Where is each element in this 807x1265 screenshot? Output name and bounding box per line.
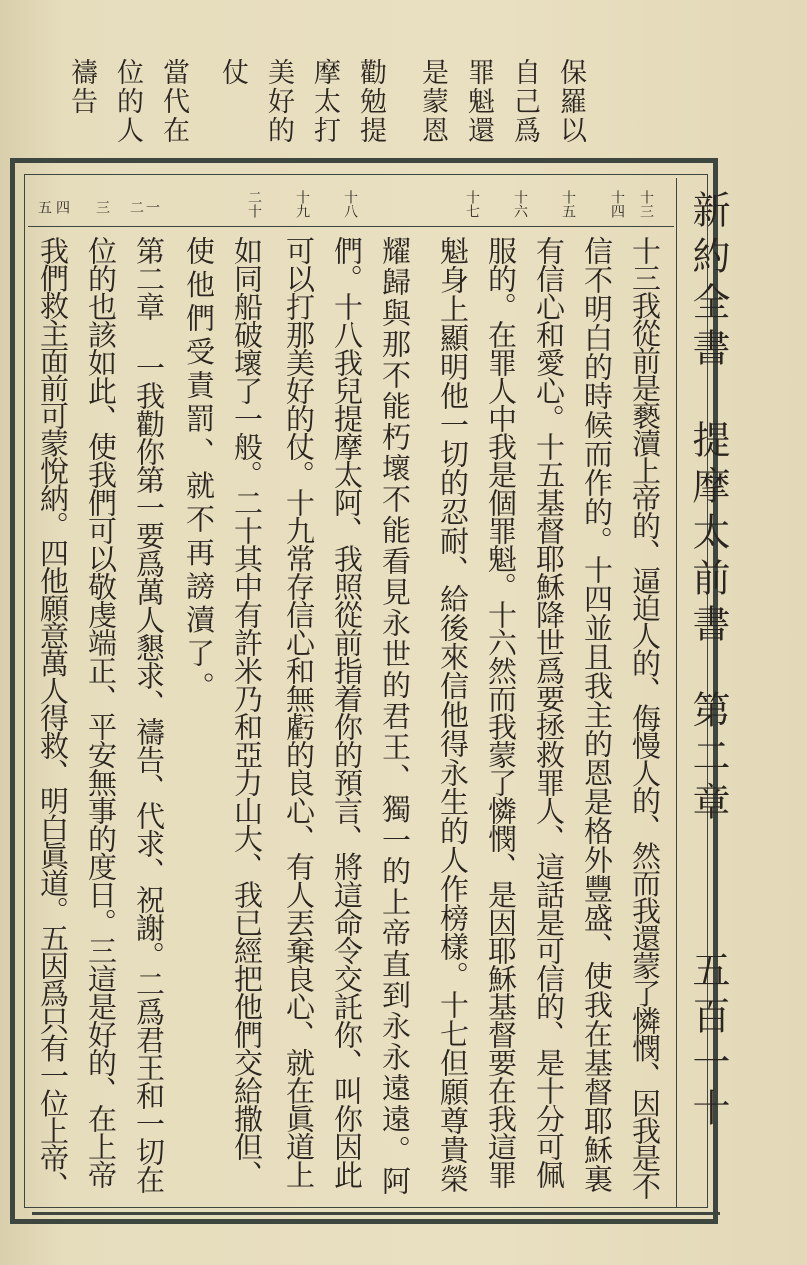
epistle-title: 提摩太前書 [686,420,730,650]
text-column: 第二章 一我勸你第一要爲萬人懇求、禱告、代求、祝謝。二爲君王和一切在 [132,236,166,1193]
page-number: 五百一十 [686,950,730,1134]
book-title: 新約全書 [686,190,730,374]
header-note-col: 罪魁還 [463,58,494,145]
line-number: 十六 [512,190,528,218]
line-number: 四 [54,200,70,214]
line-number: 五 [36,200,52,214]
text-column: 們。十八我兒提摩太阿、我照從前指着你的預言、將這命令交託你、叫你因此 [330,236,364,1188]
header-note-col: 勸勉提 [355,58,386,145]
text-column: 如同船破壞了一般。二十其中有許米乃和亞力山大、我已經把他們交給撒但、 [230,236,264,1188]
line-number: 三 [94,200,110,214]
title-divider [676,178,677,1208]
header-note-col: 是蒙恩 [417,58,448,145]
line-number: 十九 [294,190,310,218]
text-column: 魁身上顯明他一切的忍耐、給後來信他得永生的人作榜樣。十七但願尊貴榮 [436,236,470,1193]
line-number: 一 [144,200,160,214]
header-note-col: 禱告 [66,58,97,116]
line-number: 十五 [560,190,576,218]
header-note-col: 美好的 [263,58,294,145]
header-note-col: 位的人 [112,58,143,145]
line-number: 十三 [638,190,654,218]
header-note-col: 自己爲 [509,58,540,145]
line-number: 二 [128,200,144,214]
text-column: 使他們受責罰、就不再謗瀆了。 [182,236,216,705]
text-column: 位的也該如此、使我們可以敬虔端正、平安無事的度日。三這是好的、在上帝 [84,236,118,1188]
text-column: 可以打那美好的仗。十九常存信心和無虧的良心、有人丟棄良心、就在眞道上 [282,236,316,1188]
header-note-col: 摩太打 [309,58,340,145]
line-number: 二十 [246,190,262,218]
header-note-col: 保羅以 [555,58,586,145]
chapter-label: 第二章 [686,690,730,828]
header-note-col: 當代在 [158,58,189,145]
text-column: 服的。在罪人中我是個罪魁。十六然而我蒙了憐憫、是因耶穌基督要在我這罪 [484,236,518,1188]
text-column: 信不明白的時候而作的。十四並且我主的恩是格外豐盛、使我在基督耶穌裏 [580,236,614,1193]
text-column: 有信心和愛心。十五基督耶穌降世爲要拯救罪人、這話是可信的、是十分可佩 [532,236,566,1188]
text-column: 十三我從前是褻瀆上帝的、逼迫人的、侮慢人的、然而我還蒙了憐憫、因我是不 [628,236,662,1199]
line-number: 十八 [342,190,358,218]
line-number: 十四 [609,190,625,218]
text-column: 我們救主面前可蒙悅納。四他願意萬人得救、明白眞道。五因爲只有一位上帝、 [36,236,70,1199]
line-number: 十七 [464,190,480,218]
header-note-col: 仗 [217,58,248,87]
text-column: 耀歸與那不能朽壞不能看見永世的君王、獨一的上帝直到永永遠遠。阿 [378,236,412,1197]
frame-rule [32,1212,720,1215]
line-number-divider [28,226,674,227]
